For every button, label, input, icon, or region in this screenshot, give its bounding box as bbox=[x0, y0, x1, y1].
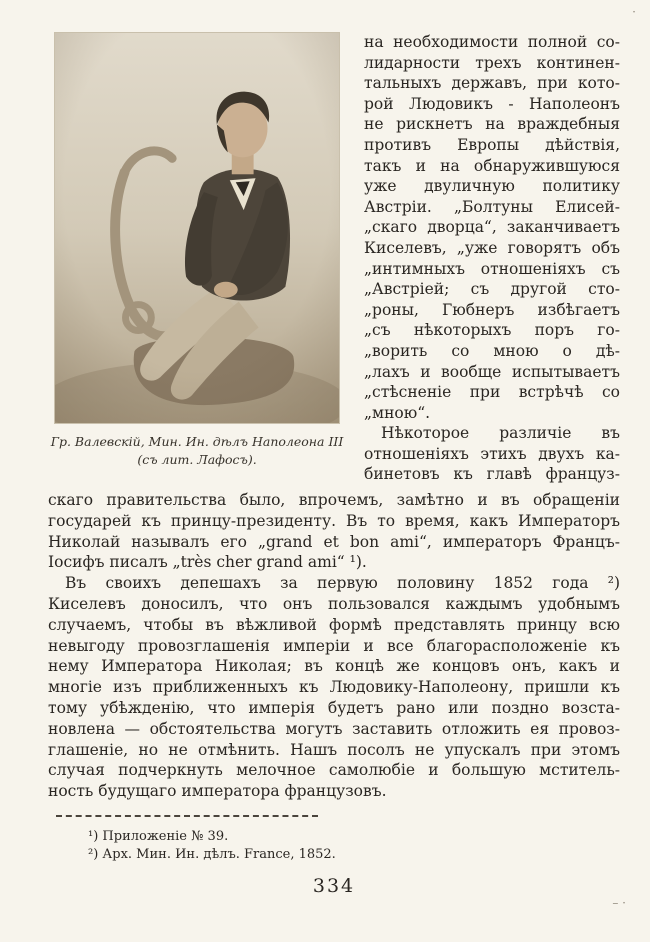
text-line: лидарности трехъ континен- bbox=[364, 53, 620, 72]
text-line: такъ и на обнаружившуюся bbox=[364, 156, 620, 175]
photo-caption-line2: (съ лит. Лафосъ). bbox=[137, 451, 257, 467]
text-line: случаемъ, чтобы въ вѣжливой формѣ представлять принцу всю bbox=[48, 615, 620, 634]
text-line: Киселевъ, „уже говорятъ объ bbox=[364, 238, 620, 257]
text-line: „роны, Гюбнеръ избѣгаетъ bbox=[364, 300, 620, 319]
text-line: „стѣсненіе при встрѣчѣ со bbox=[364, 383, 620, 402]
text-line: бинетовъ къ главѣ француз- bbox=[364, 465, 620, 484]
text-line: глашеніе, но не отмѣнить. Нашъ посолъ не упускалъ при этомъ bbox=[48, 740, 620, 759]
footnote-separator bbox=[56, 815, 318, 817]
portrait-figure bbox=[48, 32, 348, 468]
text-line: „съ нѣкоторыхъ поръ го- bbox=[364, 321, 620, 340]
text-line: тальныхъ державъ, при кото- bbox=[364, 74, 620, 93]
page-number: 334 bbox=[312, 875, 356, 898]
text-line: уже двуличную политику bbox=[364, 177, 620, 196]
text-line: на необходимости полной со- bbox=[364, 33, 620, 51]
text-line: невыгоду провозглашенія имперіи и все благорасположеніе къ bbox=[48, 636, 620, 655]
text-line: рой Людовикъ - Наполеонъ bbox=[364, 94, 620, 113]
text-line: Въ своихъ депешахъ за первую половину 1852 года ²) bbox=[65, 574, 620, 593]
footnote: ¹) Приложеніе № 39. bbox=[88, 829, 229, 845]
footnotes bbox=[48, 828, 620, 863]
text-line: „скаго дворца“, заканчиваетъ bbox=[364, 218, 620, 237]
photo-caption-line1: Гр. Валевскій, Мин. Ин. дѣлъ Наполеона III bbox=[50, 434, 344, 449]
portrait-photo bbox=[54, 32, 340, 424]
text-line: государей къ принцу-президенту. Въ то время, какъ Императоръ bbox=[48, 511, 620, 530]
body-text bbox=[48, 490, 620, 802]
text-line: Николай называлъ его „grand et bon ami“, императоръ Францъ- bbox=[48, 532, 620, 551]
text-line: „ворить со мною о дѣ- bbox=[364, 341, 620, 360]
text-line: отношеніяхъ этихъ двухъ ка- bbox=[364, 444, 620, 463]
photo-caption bbox=[48, 433, 346, 468]
text-line: противъ Европы дѣйствія, bbox=[364, 135, 620, 154]
scan-artifact: – · bbox=[612, 896, 626, 910]
text-line: тому убѣжденію, что имперія будетъ рано или поздно возста- bbox=[48, 699, 620, 718]
text-line: многіе изъ приближенныхъ къ Людовику-Наполеону, пришли къ bbox=[48, 678, 620, 697]
text-line: не рискнетъ на враждебныя bbox=[364, 115, 620, 134]
text-line: Нѣкоторое различіе въ bbox=[381, 424, 620, 443]
text-line: новлена — обстоятельства могутъ заставить отложить ея провоз- bbox=[48, 719, 620, 738]
wrap-column-text bbox=[364, 32, 620, 485]
text-line: нему Императора Николая; въ концѣ же концовъ онъ, какъ и bbox=[48, 657, 620, 676]
text-line: „лахъ и вообще испытываетъ bbox=[364, 362, 620, 381]
scan-artifact: · bbox=[632, 5, 636, 19]
footnote: ²) Арх. Мин. Ин. дѣлъ. France, 1852. bbox=[88, 846, 336, 862]
text-line: „Австріей; съ другой сто- bbox=[364, 280, 620, 299]
text-line: Іосифъ писалъ „très cher grand ami“ ¹). bbox=[48, 553, 367, 572]
top-section bbox=[48, 32, 620, 485]
text-line: ность будущаго императора французовъ. bbox=[48, 782, 387, 801]
text-line: скаго правительства было, впрочемъ, замѣтно и въ обращеніи bbox=[48, 491, 620, 510]
text-line: „интимныхъ отношеніяхъ съ bbox=[364, 259, 620, 278]
portrait-illustration bbox=[55, 33, 339, 423]
text-line: „мною“. bbox=[364, 403, 431, 422]
text-line: Австріи. „Болтуны Елисей- bbox=[364, 197, 620, 216]
text-line: Киселевъ доносилъ, что онъ пользовался каждымъ удобнымъ bbox=[48, 595, 620, 614]
text-line: случая подчеркнуть мелочное самолюбіе и большую мститель- bbox=[48, 761, 620, 780]
